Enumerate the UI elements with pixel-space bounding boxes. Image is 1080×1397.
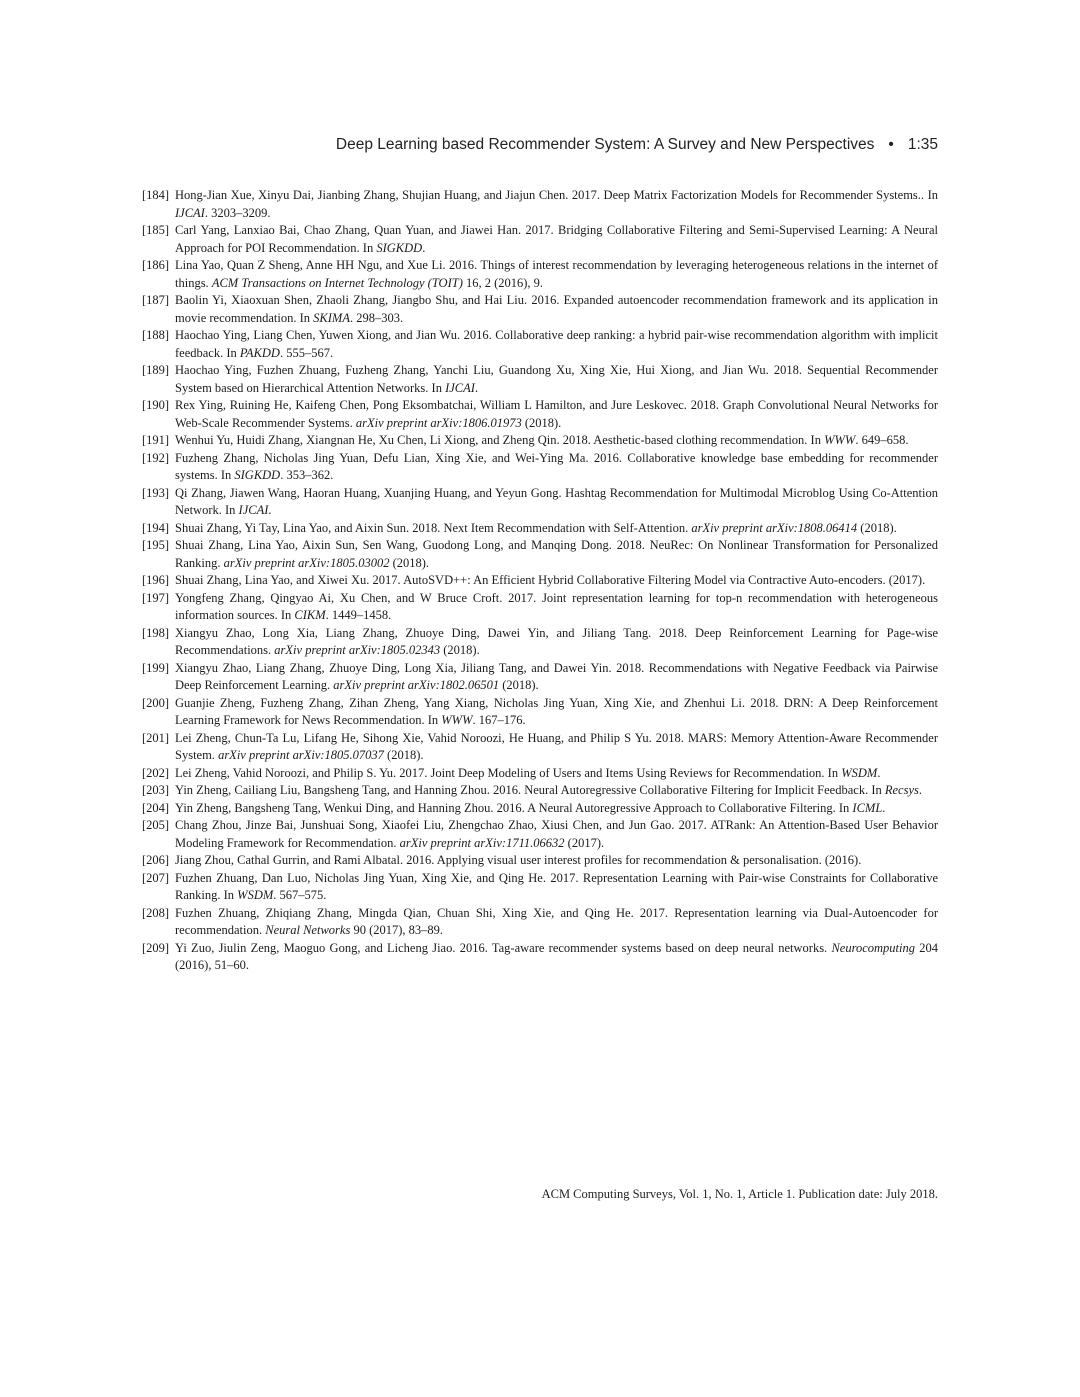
reference-number: [187]: [142, 293, 170, 307]
reference-number: [184]: [142, 188, 170, 202]
reference-number: [194]: [142, 520, 170, 535]
reference-number: [198]: [142, 625, 170, 640]
reference-number: [205]: [142, 818, 170, 832]
reference-text: [175, 537, 938, 572]
reference-text: [175, 817, 938, 852]
reference-item: [142, 765, 938, 783]
reference-venue: WWW: [441, 713, 473, 727]
reference-item: [142, 537, 938, 572]
reference-details: .: [422, 240, 426, 255]
reference-venue: Neural Networks: [265, 923, 351, 937]
running-title: Deep Learning based Recommender System: A Survey and New Perspectives: [335, 136, 875, 153]
reference-number: [201]: [142, 730, 170, 745]
reference-authors-title: Lei Zheng, Vahid Noroozi, and Philip S. Yu. 2017. Joint Deep Modeling of Users and Items Using Reviews for Recommendation. In: [175, 765, 842, 780]
reference-item: [142, 292, 938, 327]
reference-text: [175, 257, 938, 292]
reference-venue: SIGKDD: [234, 468, 281, 482]
reference-number: [192]: [142, 450, 170, 465]
reference-text: [175, 397, 938, 432]
reference-authors-title: Yin Zheng, Cailiang Liu, Bangsheng Tang, and Hanning Zhou. 2016. Neural Autoregressive Collaborative Filtering for Implicit Feedback. In: [175, 783, 885, 797]
reference-venue: SIGKDD: [376, 240, 423, 255]
reference-item: [142, 222, 938, 257]
reference-details: 204 (2016), 51–60.: [175, 940, 938, 972]
reference-details: 16, 2 (2016), 9.: [462, 275, 544, 290]
reference-text: [175, 730, 938, 765]
reference-number: [185]: [142, 223, 170, 237]
header-separator: •: [888, 136, 894, 153]
reference-venue: WWW: [824, 433, 856, 447]
reference-venue: arXiv preprint arXiv:1805.03002: [223, 555, 390, 570]
reference-item: [142, 730, 938, 765]
reference-item: [142, 572, 938, 590]
reference-item: [142, 782, 938, 800]
reference-number: [202]: [142, 765, 170, 780]
running-head: [142, 136, 938, 154]
reference-item: [142, 905, 938, 940]
reference-authors-title: Lei Zheng, Chun-Ta Lu, Lifang He, Sihong Xie, Vahid Noroozi, He Huang, and Philip S Yu. 2018. MARS: Memory Attention-Aware Recommender System.: [175, 730, 938, 762]
reference-text: [175, 852, 938, 870]
reference-item: [142, 590, 938, 625]
reference-authors-title: Baolin Yi, Xiaoxuan Shen, Zhaoli Zhang, Jiangbo Shu, and Hai Liu. 2016. Expanded autoencoder recommendation framework and its application in movie recommendation. In: [175, 293, 938, 325]
reference-details: (2017).: [564, 835, 605, 850]
reference-details: .: [918, 783, 922, 797]
reference-authors-title: Guanjie Zheng, Fuzheng Zhang, Zihan Zheng, Yang Xiang, Nicholas Jing Yuan, Xing Xie, and Zhenhui Li. 2018. DRN: A Deep Reinforcement Learning Framework for News Recommendation. In: [175, 695, 938, 727]
reference-number: [188]: [142, 328, 170, 342]
reference-item: [142, 257, 938, 292]
reference-item: [142, 800, 938, 818]
reference-venue: WSDM: [841, 765, 878, 780]
reference-venue: ICML: [852, 800, 883, 815]
reference-text: [175, 660, 938, 695]
reference-venue: Neurocomputing: [831, 940, 915, 955]
reference-venue: PAKDD: [239, 345, 280, 360]
reference-text: [175, 870, 938, 905]
reference-venue: arXiv preprint arXiv:1802.06501: [333, 678, 500, 692]
reference-details: . 167–176.: [472, 713, 526, 727]
reference-details: 90 (2017), 83–89.: [350, 923, 444, 937]
reference-text: [175, 450, 938, 485]
reference-text: [175, 485, 938, 520]
reference-authors-title: Chang Zhou, Jinze Bai, Junshuai Song, Xiaofei Liu, Zhengchao Zhao, Xiusi Chen, and Jun Gao. 2017. ATRank: An Attention-Based User Behavior Modeling Framework for Recommendation.: [175, 818, 938, 850]
reference-item: [142, 432, 938, 450]
reference-details: . 649–658.: [855, 433, 909, 447]
reference-text: [175, 940, 938, 975]
reference-details: (2018).: [499, 678, 539, 692]
reference-authors-title: Lina Yao, Quan Z Sheng, Anne HH Ngu, and Xue Li. 2016. Things of interest recommendation by leveraging heterogeneous relations in the internet of things.: [175, 258, 938, 290]
reference-text: [175, 362, 938, 397]
reference-text: [175, 187, 938, 222]
reference-number: [197]: [142, 590, 170, 605]
reference-details: .: [474, 380, 479, 395]
reference-details: . 555–567.: [279, 345, 334, 360]
reference-item: [142, 940, 938, 975]
reference-number: [203]: [142, 783, 170, 797]
reference-text: [175, 327, 938, 362]
reference-number: [191]: [142, 433, 170, 447]
reference-item: [142, 362, 938, 397]
reference-authors-title: Hong-Jian Xue, Xinyu Dai, Jianbing Zhang, Shujian Huang, and Jiajun Chen. 2017. Deep Matrix Factorization Models for Recommender Systems.. In: [175, 188, 938, 202]
reference-details: (2018).: [521, 415, 562, 430]
reference-text: [175, 292, 938, 327]
reference-details: . 567–575.: [273, 888, 327, 902]
reference-item: [142, 450, 938, 485]
reference-text: [175, 590, 938, 625]
reference-text: [175, 222, 938, 257]
reference-venue: WSDM: [237, 888, 274, 902]
reference-text: [175, 782, 938, 800]
reference-authors-title: Qi Zhang, Jiawen Wang, Haoran Huang, Xuanjing Huang, and Yeyun Gong. Hashtag Recommendation for Multimodal Microblog Using Co-Attention Network. In: [175, 485, 938, 517]
reference-number: [207]: [142, 870, 170, 885]
reference-details: .: [877, 765, 881, 780]
reference-authors-title: Shuai Zhang, Yi Tay, Lina Yao, and Aixin Sun. 2018. Next Item Recommendation with Self-Attention.: [175, 520, 692, 535]
reference-authors-title: Shuai Zhang, Lina Yao, Aixin Sun, Sen Wang, Guodong Long, and Manqing Dong. 2018. NeuRec: On Nonlinear Transformation for Personalized Ranking.: [175, 538, 938, 570]
reference-number: [199]: [142, 660, 170, 675]
reference-venue: arXiv preprint arXiv:1711.06632: [399, 835, 565, 850]
reference-item: [142, 520, 938, 538]
reference-venue: IJCAI: [175, 205, 205, 220]
reference-details: .: [882, 800, 886, 815]
reference-authors-title: Haochao Ying, Fuzhen Zhuang, Fuzheng Zhang, Yanchi Liu, Guandong Xu, Xing Xie, Hui Xiong, and Jian Wu. 2018. Sequential Recommender System based on Hierarchical Attention Networks. In: [175, 363, 938, 395]
reference-text: [175, 765, 938, 783]
reference-text: [175, 905, 938, 940]
reference-venue: arXiv preprint arXiv:1805.07037: [218, 748, 384, 762]
reference-item: [142, 695, 938, 730]
reference-item: [142, 187, 938, 222]
reference-authors-title: Xiangyu Zhao, Long Xia, Liang Zhang, Zhuoye Ding, Dawei Yin, and Jiliang Tang. 2018. Deep Reinforcement Learning for Page-wise Recommendations.: [175, 625, 938, 657]
reference-authors-title: Carl Yang, Lanxiao Bai, Chao Zhang, Quan Yuan, and Jiawei Han. 2017. Bridging Collaborative Filtering and Semi-Supervised Learning: A Neural Approach for POI Recommendation. In: [175, 223, 938, 255]
reference-details: . 3203–3209.: [204, 205, 271, 220]
page-footer: ACM Computing Surveys, Vol. 1, No. 1, Article 1. Publication date: July 2018.: [541, 1187, 938, 1201]
reference-venue: arXiv preprint arXiv:1808.06414: [691, 520, 858, 535]
reference-item: [142, 852, 938, 870]
reference-number: [190]: [142, 398, 170, 412]
reference-number: [186]: [142, 258, 170, 272]
reference-authors-title: Yongfeng Zhang, Qingyao Ai, Xu Chen, and W Bruce Croft. 2017. Joint representation learning for top-n recommendation with heterogeneous information sources. In: [175, 590, 938, 622]
reference-number: [206]: [142, 853, 170, 867]
reference-text: [175, 695, 938, 730]
reference-authors-title: Fuzhen Zhuang, Zhiqiang Zhang, Mingda Qian, Chuan Shi, Xing Xie, and Qing He. 2017. Representation learning via Dual-Autoencoder for recommendation.: [175, 905, 938, 937]
reference-item: [142, 660, 938, 695]
reference-text: [175, 432, 938, 450]
reference-number: [196]: [142, 573, 170, 587]
reference-item: [142, 485, 938, 520]
reference-authors-title: Yin Zheng, Bangsheng Tang, Wenkui Ding, and Hanning Zhou. 2016. A Neural Autoregressive Approach to Collaborative Filtering. In: [175, 800, 853, 815]
reference-authors-title: Rex Ying, Ruining He, Kaifeng Chen, Pong Eksombatchai, William L Hamilton, and Jure Leskovec. 2018. Graph Convolutional Neural Networks for Web-Scale Recommender Systems.: [175, 398, 938, 430]
reference-list: [142, 187, 938, 975]
reference-details: (2018).: [440, 643, 480, 657]
reference-venue: CIKM: [294, 608, 326, 622]
reference-details: . 1449–1458.: [325, 608, 392, 622]
reference-item: [142, 327, 938, 362]
reference-text: [175, 520, 938, 538]
reference-number: [189]: [142, 363, 170, 377]
reference-authors-title: Wenhui Yu, Huidi Zhang, Xiangnan He, Xu Chen, Li Xiong, and Zheng Qin. 2018. Aesthetic-based clothing recommendation. In: [175, 433, 825, 447]
reference-authors-title: Yi Zuo, Jiulin Zeng, Maoguo Gong, and Licheng Jiao. 2016. Tag-aware recommender systems based on deep neural networks.: [175, 940, 832, 955]
reference-venue: Recsys: [884, 783, 919, 797]
reference-text: [175, 572, 938, 590]
reference-venue: ACM Transactions on Internet Technology (TOIT): [211, 275, 463, 290]
reference-venue: IJCAI: [445, 380, 475, 395]
reference-item: [142, 817, 938, 852]
reference-authors-title: Xiangyu Zhao, Liang Zhang, Zhuoye Ding, Long Xia, Jiliang Tang, and Dawei Yin. 2018. Recommendations with Negative Feedback via Pairwise Deep Reinforcement Learning.: [175, 660, 938, 692]
reference-number: [195]: [142, 538, 170, 552]
reference-details: . 353–362.: [280, 468, 334, 482]
reference-details: (2018).: [383, 748, 424, 762]
reference-text: [175, 625, 938, 660]
reference-number: [200]: [142, 695, 170, 710]
reference-item: [142, 397, 938, 432]
reference-details: .: [268, 503, 272, 517]
reference-details: (2018).: [857, 520, 897, 535]
reference-venue: arXiv preprint arXiv:1806.01973: [355, 415, 522, 430]
reference-number: [208]: [142, 905, 170, 920]
reference-venue: IJCAI: [238, 503, 269, 517]
reference-authors-title: Fuzheng Zhang, Nicholas Jing Yuan, Defu Lian, Xing Xie, and Wei-Ying Ma. 2016. Collaborative knowledge base embedding for recommender systems. In: [175, 450, 938, 482]
reference-details: (2018).: [389, 555, 430, 570]
reference-venue: SKIMA: [313, 310, 350, 325]
reference-number: [193]: [142, 485, 170, 500]
page-number: 1:35: [907, 136, 938, 153]
reference-authors-title: Jiang Zhou, Cathal Gurrin, and Rami Albatal. 2016. Applying visual user interest profiles for recommendation & personalisation. (2016).: [175, 853, 862, 867]
reference-item: [142, 870, 938, 905]
reference-authors-title: Shuai Zhang, Lina Yao, and Xiwei Xu. 2017. AutoSVD++: An Efficient Hybrid Collaborative Filtering Model via Contractive Auto-encoders. (2017).: [175, 573, 926, 587]
reference-text: [175, 800, 938, 818]
reference-number: [204]: [142, 800, 170, 815]
reference-authors-title: Haochao Ying, Liang Chen, Yuwen Xiong, and Jian Wu. 2016. Collaborative deep ranking: a hybrid pair-wise recommendation algorithm with implicit feedback. In: [175, 328, 938, 360]
reference-authors-title: Fuzhen Zhuang, Dan Luo, Nicholas Jing Yuan, Xing Xie, and Qing He. 2017. Representation Learning with Pair-wise Constraints for Collaborative Ranking. In: [175, 870, 938, 902]
reference-venue: arXiv preprint arXiv:1805.02343: [274, 643, 441, 657]
reference-item: [142, 625, 938, 660]
reference-number: [209]: [142, 940, 170, 955]
reference-details: . 298–303.: [349, 310, 404, 325]
